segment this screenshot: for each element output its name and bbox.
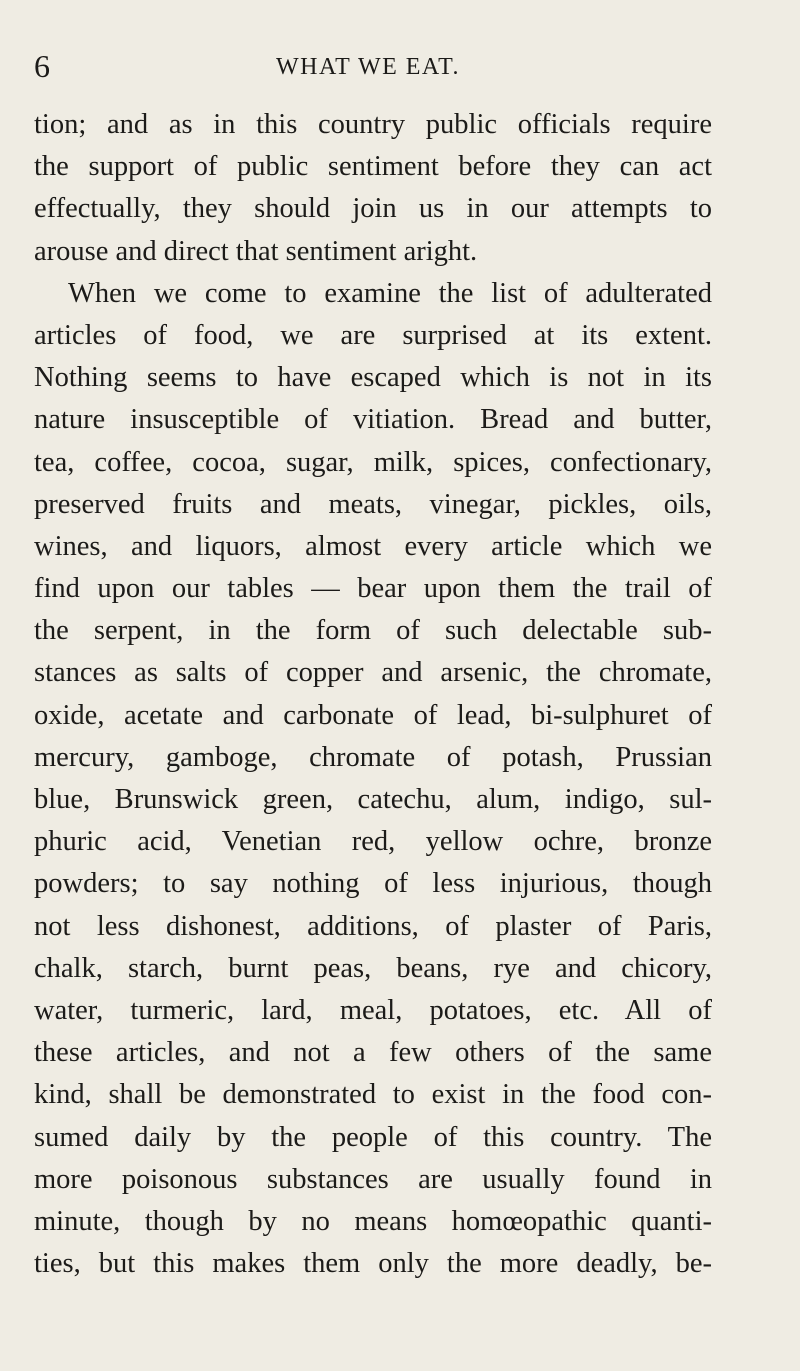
text-line: water, turmeric, lard, meal, potatoes, etc. All of xyxy=(34,994,712,1026)
text-line: find upon our tables — bear upon them the trail of xyxy=(34,573,712,605)
text-line: tea, coffee, cocoa, sugar, milk, spices, confectionary, xyxy=(34,446,712,478)
body-text xyxy=(34,104,712,1285)
text-line: stances as salts of copper and arsenic, the chromate, xyxy=(34,657,712,689)
text-line: nature insusceptible of vitiation. Bread and butter, xyxy=(34,404,712,436)
text-line: chalk, starch, burnt peas, beans, rye and chicory, xyxy=(34,952,712,984)
text-line: preserved fruits and meats, vinegar, pickles, oils, xyxy=(34,488,712,520)
text-line: wines, and liquors, almost every article which we xyxy=(34,530,712,562)
text-line: sumed daily by the people of this country. The xyxy=(34,1121,712,1153)
text-line: tion; and as in this country public officials require xyxy=(34,109,712,140)
text-line: the serpent, in the form of such delectable sub- xyxy=(34,615,712,647)
text-line: powders; to say nothing of less injurious, though xyxy=(34,868,712,900)
running-head: WHAT WE EAT. xyxy=(276,54,460,80)
text-line: minute, though by no means homœopathic quanti- xyxy=(34,1205,712,1237)
text-line: phuric acid, Venetian red, yellow ochre, bronze xyxy=(34,826,712,858)
text-line: When we come to examine the list of adulterated xyxy=(68,277,712,309)
text-line: arouse and direct that sentiment aright. xyxy=(34,235,478,267)
text-line: ties, but this makes them only the more deadly, be- xyxy=(34,1248,712,1280)
text-line: effectually, they should join us in our attempts to xyxy=(34,193,712,225)
text-line: mercury, gamboge, chromate of potash, Prussian xyxy=(34,741,712,773)
text-line: oxide, acetate and carbonate of lead, bi-sulphuret of xyxy=(34,699,712,731)
text-line: not less dishonest, additions, of plaster of Paris, xyxy=(34,910,712,942)
text-line: Nothing seems to have escaped which is not in its xyxy=(34,362,712,394)
text-line: the support of public sentiment before they can act xyxy=(34,151,712,183)
text-line: these articles, and not a few others of the same xyxy=(34,1037,712,1069)
text-line: kind, shall be demonstrated to exist in the food con- xyxy=(34,1079,712,1111)
text-line: more poisonous substances are usually found in xyxy=(34,1163,712,1195)
text-line: articles of food, we are surprised at its extent. xyxy=(34,319,712,351)
page-number: 6 xyxy=(34,48,50,84)
text-line: blue, Brunswick green, catechu, alum, indigo, sul- xyxy=(34,784,712,815)
